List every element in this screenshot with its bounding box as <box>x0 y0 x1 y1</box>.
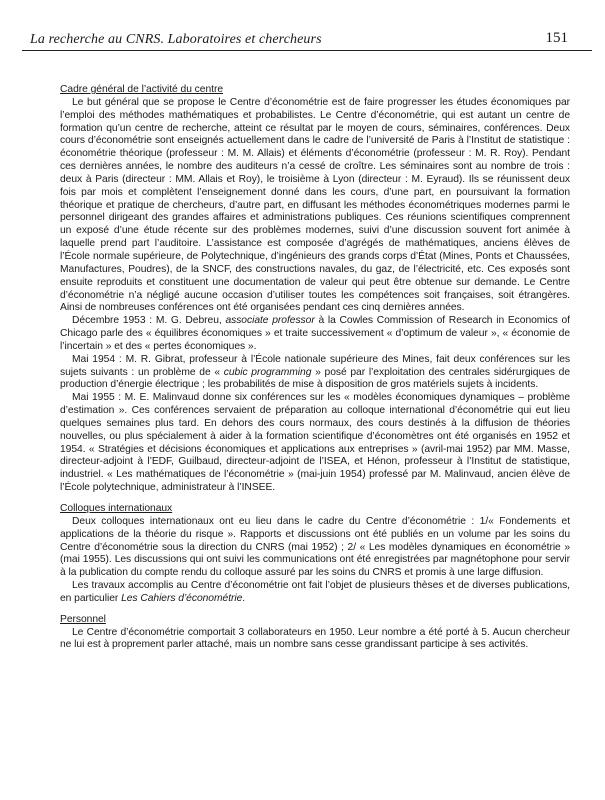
paragraph-cadre-general: Le but général que se propose le Centre d’économétrie est de faire progresser les études économiques par l’emploi des méthodes mathématiques et probabilistes. Le Centre d’économétrie, qui est autant un centre de formation qu’un centre de recherche, atteint ce résultat par le moyen de cours, séminaires, conférences. Deux cours d’économétrie sont enseignés actuellement dans le cadre de l’université de Paris à l’Institut de statistique : économétrie théorique (professeur : M. M. Allais) et éléments d’économétrie (professeur : M. R. Roy). Pendant ces dernières années, le nombre des auditeurs n’a cessé de croître. Les séminaires sont au nombre de trois : deux à Paris (directeur : MM. Allais et Roy), le troisième à Lyon (directeur : M. Eyraud). Ils se réunissent deux fois par mois et complètent l’enseignement donné dans les cours, d’une part, en poursuivant la formation théorique et pratique de chercheurs, d’autre part, en diffusant les méthodes économétriques modernes parmi le personnel dirigeant des grandes affaires et administrations publiques. Ces réunions scientifiques comprennent un exposé d’une étude récente sur des problèmes modernes, suivi d’une discussion souvent fort animée à laquelle prend part l’auditoire. L’assistance est composée d’agrégés de mathématiques, anciens élèves de l’École normale supérieure, de Polytechnique, d’ingénieurs des grands corps d’État (Mines, Ponts et Chaussées, Manufactures, Poudres), de la SNCF, des constructions navales, du gaz, de l’électricité, etc. Ces exposés sont ensuite reproduits et constituent une documentation de valeur qui peut être obtenue sur demande. Le Centre d’économétrie n’a négligé aucune occasion d’utiliser toutes les compétences soit françaises, soit étrangères. Ainsi de nombreuses conférences ont été organisées pendant ces cinq dernières années. <box>60 96 570 314</box>
page-body <box>60 84 570 652</box>
text-debreu-em: associate professor <box>225 315 315 327</box>
text-travaux-a: Les travaux accomplis au Centre d’économétrie ont fait l’objet de plusieurs thèses et de diverses publications, en particulier <box>60 580 570 604</box>
section-heading-cadre: Cadre général de l’activité du centre <box>60 84 223 95</box>
paragraph-gibrat <box>60 354 570 393</box>
paragraph-colloques: Deux colloques internationaux ont eu lieu dans le cadre du Centre d’économétrie : 1/« Fondements et applications de la théorie du risque ». Rapports et discussions ont été publiés en un volume par les soins du Centre d’économétrie sous la direction du CNRS (mai 1952) ; 2/ « Les modèles dynamiques en économétrie » (mai 1955). Les discussions qui ont suivi les communications ont été enregistrées par magnétophone pour servir à la publication du compte rendu du colloque assuré par les soins du CNRS et promis à une large diffusion. <box>60 515 570 579</box>
text-travaux-em: Les Cahiers d’économétrie <box>121 592 243 604</box>
text-debreu-a: Décembre 1953 : M. G. Debreu, <box>72 315 226 327</box>
spacer <box>60 495 570 503</box>
running-head: La recherche au CNRS. Laboratoires et chercheurs <box>30 32 322 47</box>
page-header <box>30 28 578 52</box>
section-heading-personnel: Personnel <box>60 613 106 625</box>
text-gibrat-b: » posé par l’exploitation des centrales sidérurgiques de production d’énergie électrique ; les probabilités de mise à disposition de gros matériels sujets à incidents. <box>60 366 570 391</box>
text-gibrat-em: cubic programming <box>223 366 312 378</box>
paragraph-personnel: Le Centre d’économétrie comportait 3 collaborateurs en 1950. Leur nombre a été porté à 5. Aucun chercheur ne lui est à proprement parler attaché, mais un nombre sans cesse grandissant participe à ses activités. <box>60 626 570 651</box>
paragraph-debreu <box>60 315 570 354</box>
text-gibrat-a: Mai 1954 : M. R. Gibrat, professeur à l’École nationale supérieure des Mines, fait deux conférences sur les sujets suivants : un problème de « <box>60 353 570 378</box>
paragraph-travaux <box>60 580 570 606</box>
spacer <box>60 606 570 614</box>
page-number: 151 <box>545 30 568 46</box>
paragraph-malinvaud: Mai 1955 : M. E. Malinvaud donne six conférences sur les « modèles économiques dynamiques – problème d’estimation ». Ces conférences servaient de préparation au colloque international d’économétrie qui eut lieu quelques semaines plus tard. En dehors des cours normaux, des cours destinés à la diffusion de théories nouvelles, ou plus spécialement à aider à la formation scientifique d’économètres ont été organisés en 1952 et 1954. « Stratégies et décisions économiques et applications aux entreprises » (avril-mai 1952) par MM. Masse, directeur-adjoint à l’EDF, Guilbaud, directeur-adjoint de l’ISEA, et Hénon, professeur à l’Institut de statistique, industriel. « Les mathématiques de l’économétrie » (mai-juin 1954) professé par M. Malinvaud, ancien élève de l’École polytechnique, administrateur à l’INSEE. <box>60 392 570 494</box>
header-rule <box>22 50 592 51</box>
text-travaux-b: . <box>242 592 246 604</box>
section-heading-colloques: Colloques internationaux <box>60 503 173 514</box>
text-debreu-b: à la Cowles Commission of Research in Economics of Chicago parle des « équilibres économiques » et traite successivement « d’optimum de valeur », « économie de l’incertain » et des « pertes économiques ». <box>60 315 570 352</box>
